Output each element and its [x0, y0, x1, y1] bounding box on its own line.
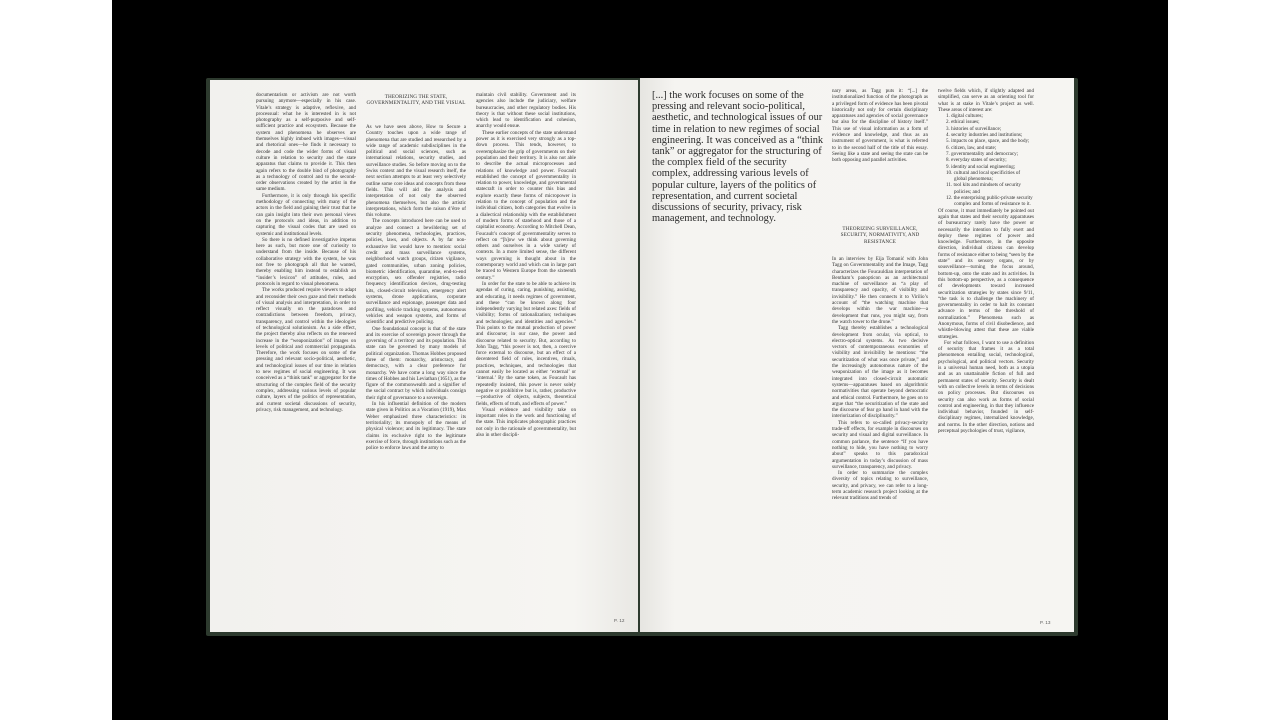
right-column-2 — [832, 256, 928, 502]
paragraph: These earlier concepts of the state understand power as it is exercised very strongly as a top-down process. This tends, however, to overemphasize the grip of governments on their population and their territory. It is also not able to describe the actual microprocesses and relations of knowledge and power. Foucault established the concept of governmentality in relation to power, knowledge, and governmental statecraft in order to counter this bias and explore exactly these forms of micropower in relation to the concept of population and the individual citizen, both categories that evolve in a dialectical relationship with the establishment of modern forms of statehood and those of a capitalist economy. According to Mitchell Dean, Foucault’s concept of governmentality serves to reflect on “[h]ow we think about governing others and ourselves in a wide variety of contexts. In a more limited sense, the different ways governing is thought about in the contemporary world and which can in large part be traced to Western Europe from the sixteenth century.” — [476, 129, 576, 281]
list-item: 6. citizen, law, and state; — [946, 144, 997, 151]
left-page — [210, 80, 638, 632]
left-column-1 — [256, 92, 356, 413]
paragraph: As we have seen above, How to Secure a Country touches upon a wide range of phenomena that are studied and researched by a wide range of academic subdisciplines in the political and social sciences, such as international relations, security studies, and surveillance studies. So before moving on to the Swiss context and the visual research itself, the next section attempts to at least very selectively outline some core ideas and concepts from these fields. This will aid the analysis and interpretation of not only the observed phenomena themselves, but also the artistic interpretations, which form the raison d’être of this volume. — [366, 124, 466, 219]
paragraph: Tagg thereby establishes a technological development from ocular, via optical, to electro-optical systems. As two decisive vectors of contemporaneous economies of visibility and invisibility he mentions: “the securitization of what was once private,” and the increasingly autonomous nature of the weaponization of the image as it becomes integrated into closed-circuit automatic systems—apparatuses based on algorithmic normativities that operate beyond democratic and ethical control. Furthermore, he goes on to argue that “the securitization of the state and the discourse of fear go hand in hand with the interiorization of disciplinarity.” — [832, 325, 928, 420]
list-item: 3. histories of surveillance; — [946, 125, 1002, 132]
left-column-3 — [476, 92, 576, 438]
list-item: 11. tool kits and mindsets of security policies; and — [946, 182, 1021, 195]
paragraph: In an interview by Eija Tomanić with John Tagg on Governmentality and the Image, Tagg characterizes the Foucauldian interpretation of Bentham’s panopticon as an architectural machine of surveillance as “a play of transparency and opacity, of visibility and invisibility.” He then connects it to Virilio’s account of “the watching machine that develops within the war machine—a development that runs, you might say, from the watch tower to the drone.” — [832, 256, 928, 325]
list-item: 10. cultural and local specificities of global phenomena; — [946, 169, 1021, 183]
right-column-3 — [938, 88, 1034, 434]
list-item: 8. everyday states of security; — [946, 157, 1007, 164]
paragraph: maintain civil stability. Government and its agencies also include the judiciary, welfare bureaucracies, and other regulatory bodies. His theory is that without these social institutions, which lead to identification and cohesion, anarchy would ensue. — [476, 92, 576, 130]
section-heading-state: THEORIZING THE STATE, GOVERNMENTALITY, AND THE VISUAL — [366, 94, 466, 107]
list-item: 4. security industries and institutions; — [946, 132, 1023, 139]
paragraph: So there is no defined investigative impetus here as such, but more one of curiosity to understand from the inside. Because of his collaborative strategy with the system, he was not free to photograph all that he wanted, thereby enabling him instead to establish an “insider’s lexicon” of attitudes, rules, and protocols in regard to visual phenomena. — [256, 236, 356, 287]
list-item: 12. the enterprising public-private security complex and forms of resistance to it. — [946, 195, 1033, 208]
list-item: 9. identity and social engineering; — [946, 163, 1016, 170]
paragraph: In order for the state to be able to achieve its agendas of curing, caring, punishing, assisting, and educating, it needs regimes of government, and these “can be known along four independently varying but related axes: fields of visibility; forms of rationalization; techniques and technologies; and identities and agencies.” This points to the mutual production of power and discourse; in our case, the power and discourse related to security. But, according to John Tagg, “this power is not, then, a coercive force external to discourse, but an effect of a decentered field of rules, incentives, rituals, practices, techniques, and technologies that cannot easily be located as either ‘external’ or ‘internal.’ By the same token, as Foucault has repeatedly insisted, this power is never solely negative or prohibitive but is, rather, productive—productive of objects, subjects, theoretical fields, effects of truth, and effects of power.” — [476, 280, 576, 407]
list-item: 2. ethical issues; — [946, 119, 980, 126]
list-item: 5. impacts on place, space, and the body; — [946, 138, 1030, 145]
list-item: 1. digital cultures; — [946, 113, 983, 120]
page-number-left: P. 12 — [614, 618, 625, 623]
page-number-right: P. 13 — [1040, 620, 1051, 625]
list-item: 7. governmentality and democracy; — [946, 150, 1019, 157]
left-column-2 — [366, 124, 466, 451]
paragraph: Of course, it must immediately be pointed out again that states and their security apparatuses of bureaucracy rarely have the power or necessarily the intention to fully exert and deploy these regimes of power and knowledge. Furthermore, in the opposite direction, individual citizens can develop forms of resistance either to being “seen by the state” and its sensory organs, or by sousveillance—turning the focus around, bottom-up, onto the state and its activities. In this bottom-up perspective, as a consequence of developments toward increased securitization strategies by states since 9/11, “the task is to challenge the machinery of governmentality in order to halt its constant advance in terms of the threshold of normalization.” Phenomena such as Anonymous, forms of civil disobedience, and whistle-blowing attest that these are viable strategies. — [938, 207, 1034, 340]
areas-of-interest-list — [942, 113, 1034, 207]
paragraph: documentarism or activism are not worth pursuing anymore—especially in his case. Vitale’s strategy is adaptive, reflexive, and processual: what he is interested in is not photography as a self-purposive and self-sufficient practice and ecosystem. Because the system and phenomena he observes are themselves highly imbued with images—visual and rhetorical ones—he finds it necessary to decode and code the wider forms of visual culture in relation to security and the state apparatus that claims to provide it. This then again refers to the double bind of photography as a technology of control and to the second-order observations created by the artist in the same medium. — [256, 92, 356, 193]
paragraph: Furthermore, it is only through his specific methodology of connecting with many of the actors in the field and gaining their trust that he can gain insight into their own personal views on the protocols and ideas, in addition to capturing the visual codes that are used on systemic and institutional levels. — [256, 192, 356, 237]
paragraph: In order to summarize the complex diversity of topics relating to surveillance, security, and privacy, we can refer to a long-term academic research project looking at the relevant traditions and trends of — [832, 470, 928, 502]
right-page — [640, 78, 1074, 632]
paragraph: This refers to so-called privacy-security trade-off effects, for example in discourses on security and visual and digital surveillance. In common parlance, the sentence “If you have nothing to hide, you have nothing to worry about” speaks to this paradoxical argumentation in today’s discussion of mass surveillance, transparency, and privacy. — [832, 419, 928, 470]
paragraph: The concepts introduced here can be used to analyze and connect a bewildering set of security phenomena, technologies, practices, policies, laws, and objects. A by far non-exhaustive list would have to mention: social credit and mass surveillance systems, neighborhood watch groups, citizen vigilance, gated communities, urban zoning policies, biometric identification, quarantine, end-to-end encryption, sex offender registries, radio frequency identification devices, drug-testing kits, closed-circuit television, emergency alert systems, drone applications, corporate surveillance and espionage, passenger data and profiling, vehicle tracking systems, autonomous vehicles and weapon systems, and forms of scientific and predictive policing. — [366, 218, 466, 326]
paragraph: twelve fields which, if slightly adapted and simplified, can serve as an orienting tool for what is at stake in Vitale’s project as well. These areas of interest are: — [938, 88, 1034, 113]
paragraph: Visual evidence and visibility take on important roles in the work and functioning of the state. This implicates photographic practices not only in the rationale of governmentality, but also in other discipli- — [476, 406, 576, 439]
paragraph: The works produced require viewers to adapt and reconsider their own gaze and their methods of visual analysis and interpretation, in order to reflect visually on the paradoxes and contradictions between freedom, privacy, transparency, and control within the ideologies of technological solutionism. As a side effect, the project thereby also reflects on the renewed increase in the “weaponization” of images on levels of political and commercial propaganda. Therefore, the work focuses on some of the pressing and relevant socio-political, aesthetic, and technological issues of our time in relation to new regimes of social engineering. It was conceived as a “think tank” or aggregator for the structuring of the complex field of the security complex, addressing various levels of popular culture, layers of the politics of representation, and current societal discussions of security, privacy, risk management, and technology. — [256, 287, 356, 413]
section-heading-surveillance: THEORIZING SURVEILLANCE, SECURITY, NORMATIVITY, AND RESISTANCE — [840, 226, 920, 245]
right-column-2-top — [832, 88, 928, 164]
paragraph: nary areas, as Tagg puts it: “[...] the institutionalized function of the photograph as a privileged form of evidence has been pivotal historically not only for certain disciplinary apparatuses and agencies of social governance but also for the discipline of history itself.” This use of visual information as a form of evidence and knowledge, and thus as an instrument of government, is what is referred to in the second half of the title of this essay. Seeing like a state and seeing the state can be both opposing and parallel activities. — [832, 88, 928, 164]
paragraph: One foundational concept is that of the state and its exercise of sovereign power through the governing of a territory and its population. This state can be governed by many models of political organization. Thomas Hobbes proposed three of them: monarchy, aristocracy, and democracy, with a clear preference for monarchy. We have come a long way since the times of Hobbes and his Leviathan (1651), as the figure of the commonwealth and a signifier of the social contract by which individuals consign their right of governance to a sovereign. — [366, 325, 467, 401]
paragraph: For what follows, I want to use a definition of security that frames it as a total phenomenon entailing social, technological, psychological, and political vectors. Security is a universal human need, both as a utopia and as an unattainable fiction of full and permanent states of security. Security is dealt with on collective levels in terms of decisions on policy processes. But discourses on security can also work as forms of social control and engineering, in that they influence individual behavior, founded in self-disciplinary regimes, internalized knowledge, and norms. In the other direction, notions and perceptual psychologies of trust, vigilance, — [938, 339, 1034, 435]
paragraph: In his influential definition of the modern state given in Politics as a Vocation (1919), Max Weber emphasized three characteristics: its territoriality; its monopoly of the means of physical violence; and its legitimacy. The state claims its exclusive right to the legitimate exercise of force, through institutions such as the police to enforce laws and the army to — [366, 401, 466, 452]
pull-quote: [...] the work focuses on some of the pressing and relevant socio-political, aesthetic, and technological issues of our time in relation to new regimes of social engineering. It was conceived as a “think tank” or aggregator for the structuring of the complex field of the security complex, addressing various levels of popular culture, layers of the politics of representation, and current societal discussions of security, privacy, risk management, and technology. — [652, 90, 824, 225]
